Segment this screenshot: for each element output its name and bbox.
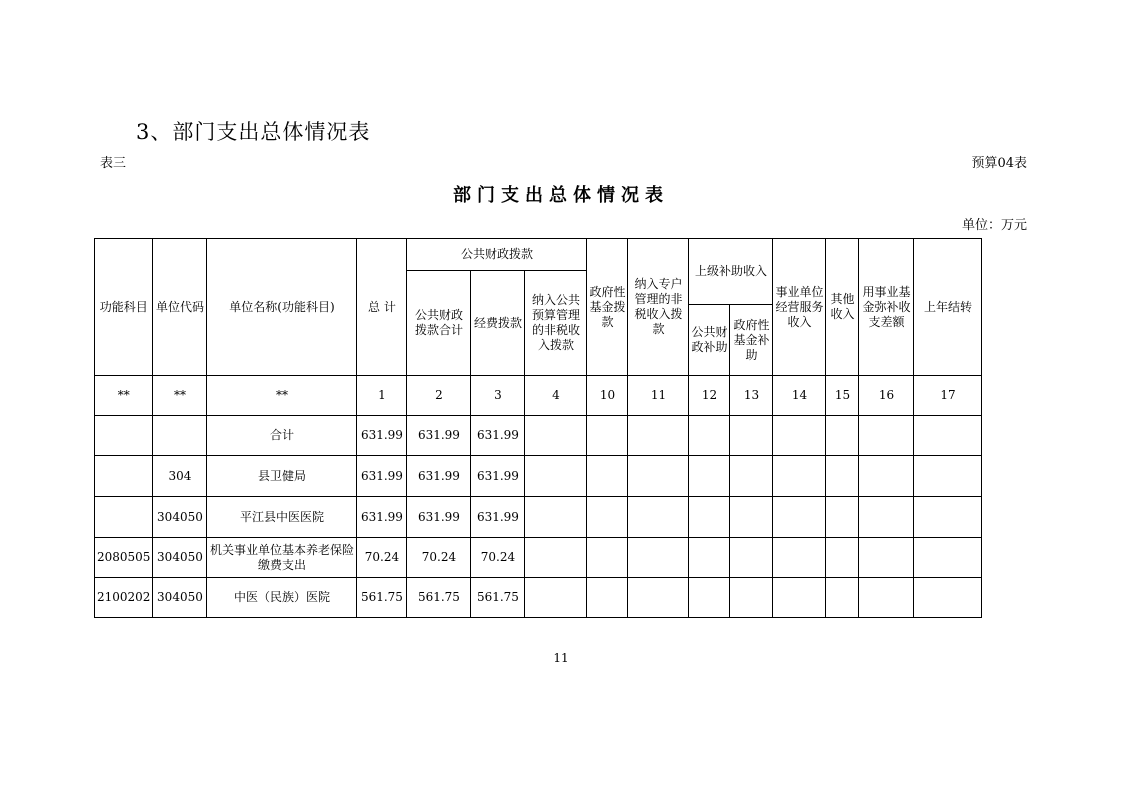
empty-cell (826, 416, 859, 456)
index-cell: 4 (525, 376, 587, 416)
table-row (95, 497, 982, 538)
expenditure-table (94, 238, 982, 618)
operating-cell: 631.99 (471, 497, 525, 538)
table-id: 表三 (100, 156, 127, 171)
index-cell: 14 (773, 376, 826, 416)
index-cell: 16 (859, 376, 914, 416)
unit-name-cell: 合计 (207, 416, 357, 456)
header-row-1 (95, 239, 982, 271)
index-cell: 1 (357, 376, 407, 416)
empty-cell (826, 497, 859, 538)
empty-cell (773, 416, 826, 456)
unit-name-cell: 机关事业单位基本养老保险缴费支出 (207, 538, 357, 578)
header-total: 总 计 (357, 239, 407, 376)
empty-cell (826, 538, 859, 578)
header-public-finance-total: 公共财政拨款合计 (407, 271, 471, 376)
index-cell: 17 (914, 376, 982, 416)
empty-cell (773, 456, 826, 497)
empty-cell (587, 578, 628, 618)
unit-code-cell: 304050 (153, 538, 207, 578)
total-cell: 561.75 (357, 578, 407, 618)
func-code-cell (95, 497, 153, 538)
empty-cell (914, 456, 982, 497)
index-cell: 12 (689, 376, 730, 416)
total-cell: 631.99 (357, 497, 407, 538)
index-cell: ** (207, 376, 357, 416)
header-unit-code: 单位代码 (153, 239, 207, 376)
empty-cell (773, 538, 826, 578)
header-group-public-finance: 公共财政拨款 (407, 239, 587, 271)
public-total-cell: 631.99 (407, 497, 471, 538)
empty-cell (628, 497, 689, 538)
empty-cell (628, 416, 689, 456)
empty-cell (859, 538, 914, 578)
empty-cell (628, 538, 689, 578)
index-row (95, 376, 982, 416)
empty-cell (859, 456, 914, 497)
table-row (95, 416, 982, 456)
empty-cell (730, 578, 773, 618)
empty-cell (525, 578, 587, 618)
unit-name-cell: 中医（民族）医院 (207, 578, 357, 618)
empty-cell (689, 538, 730, 578)
empty-cell (773, 578, 826, 618)
header-special-nontax: 纳入专户管理的非税收入拨款 (628, 239, 689, 376)
empty-cell (689, 416, 730, 456)
header-operating-funds: 经费拨款 (471, 271, 525, 376)
empty-cell (587, 456, 628, 497)
table-code: 预算04表 (971, 156, 1027, 171)
index-cell: 3 (471, 376, 525, 416)
index-cell: 10 (587, 376, 628, 416)
empty-cell (689, 578, 730, 618)
index-cell: 11 (628, 376, 689, 416)
header-superior-gov-fund: 政府性基金补助 (730, 305, 773, 376)
empty-cell (730, 497, 773, 538)
func-code-cell (95, 416, 153, 456)
empty-cell (773, 497, 826, 538)
empty-cell (826, 456, 859, 497)
total-cell: 70.24 (357, 538, 407, 578)
unit-code-cell: 304 (153, 456, 207, 497)
operating-cell: 70.24 (471, 538, 525, 578)
header-unit-name: 单位名称(功能科目) (207, 239, 357, 376)
empty-cell (914, 538, 982, 578)
empty-cell (587, 538, 628, 578)
unit-code-cell: 304050 (153, 497, 207, 538)
public-total-cell: 561.75 (407, 578, 471, 618)
empty-cell (730, 538, 773, 578)
public-total-cell: 631.99 (407, 456, 471, 497)
table-row (95, 456, 982, 497)
operating-cell: 561.75 (471, 578, 525, 618)
empty-cell (859, 497, 914, 538)
empty-cell (859, 578, 914, 618)
empty-cell (628, 578, 689, 618)
operating-cell: 631.99 (471, 456, 525, 497)
index-cell: 15 (826, 376, 859, 416)
empty-cell (859, 416, 914, 456)
unit-code-cell (153, 416, 207, 456)
public-total-cell: 631.99 (407, 416, 471, 456)
unit-label: 单位：万元 (961, 218, 1027, 233)
index-cell: ** (153, 376, 207, 416)
func-code-cell (95, 456, 153, 497)
section-title: 3、部门支出总体情况表 (136, 120, 371, 144)
header-gov-fund: 政府性基金拨款 (587, 239, 628, 376)
header-budget-nontax: 纳入公共预算管理的非税收入拨款 (525, 271, 587, 376)
unit-name-cell: 县卫健局 (207, 456, 357, 497)
header-func-code: 功能科目 (95, 239, 153, 376)
empty-cell (587, 416, 628, 456)
public-total-cell: 70.24 (407, 538, 471, 578)
index-cell: 13 (730, 376, 773, 416)
header-prev-carryover: 上年结转 (914, 239, 982, 376)
empty-cell (914, 497, 982, 538)
unit-name-cell: 平江县中医医院 (207, 497, 357, 538)
empty-cell (826, 578, 859, 618)
page-number: 11 (553, 651, 569, 665)
empty-cell (628, 456, 689, 497)
header-group-superior-subsidy: 上级补助收入 (689, 239, 773, 305)
empty-cell (525, 497, 587, 538)
header-other-income: 其他收入 (826, 239, 859, 376)
header-superior-public: 公共财政补助 (689, 305, 730, 376)
empty-cell (525, 456, 587, 497)
empty-cell (525, 538, 587, 578)
header-fund-balance: 用事业基金弥补收支差额 (859, 239, 914, 376)
total-cell: 631.99 (357, 416, 407, 456)
header-business-income: 事业单位经营服务收入 (773, 239, 826, 376)
table-row (95, 578, 982, 618)
index-cell: ** (95, 376, 153, 416)
table-row (95, 538, 982, 578)
empty-cell (587, 497, 628, 538)
empty-cell (914, 416, 982, 456)
empty-cell (689, 456, 730, 497)
empty-cell (914, 578, 982, 618)
empty-cell (689, 497, 730, 538)
operating-cell: 631.99 (471, 416, 525, 456)
func-code-cell: 2100202 (95, 578, 153, 618)
unit-code-cell: 304050 (153, 578, 207, 618)
func-code-cell: 2080505 (95, 538, 153, 578)
empty-cell (730, 456, 773, 497)
main-title: 部门支出总体情况表 (453, 185, 669, 206)
empty-cell (525, 416, 587, 456)
total-cell: 631.99 (357, 456, 407, 497)
empty-cell (730, 416, 773, 456)
index-cell: 2 (407, 376, 471, 416)
